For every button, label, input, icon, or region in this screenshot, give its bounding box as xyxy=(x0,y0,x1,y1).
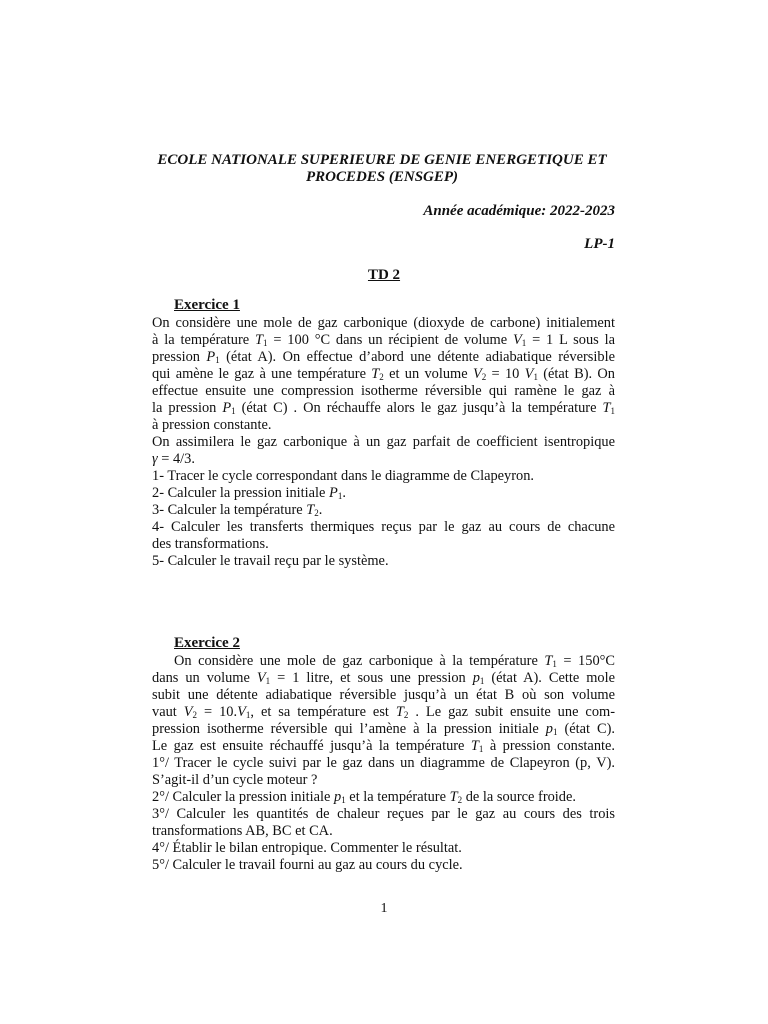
question: 3°/ Calculer les quantités de chaleur reçues par le gaz au cours des trois xyxy=(152,806,615,822)
question: 1°/ Tracer le cycle suivi par le gaz dans un diagramme de Clapeyron (p, V). xyxy=(152,755,615,771)
text-line: Le gaz est ensuite réchauffé jusqu’à la température $T_1$ à pression constante. xyxy=(152,738,615,754)
question: 5- Calculer le travail reçu par le système. xyxy=(152,553,389,569)
text-line: la pression $P_1$ (état C) . On réchauffe alors le gaz jusqu’à la température $T_1$ xyxy=(152,400,615,416)
question: S’agit-il d’un cycle moteur ? xyxy=(152,772,318,788)
text-line: à la température $T_1 = 100$ °C dans un récipient de volume $V_1 = 1$ L sous la xyxy=(152,332,615,348)
question: des transformations. xyxy=(152,536,269,552)
text-line: subit une détente adiabatique réversible jusqu’à un état B où son volume xyxy=(152,687,615,703)
text-line: pression $P_1$ (état A). On effectue d’abord une détente adiabatique réversible xyxy=(152,349,615,365)
question: 1- Tracer le cycle correspondant dans le diagramme de Clapeyron. xyxy=(152,468,535,484)
exercise-2-heading: Exercice 2 xyxy=(174,635,240,651)
academic-year: Année académique: 2022-2023 xyxy=(423,203,615,219)
text-line: On assimilera le gaz carbonique à un gaz parfait de coefficient isentropique xyxy=(152,434,615,450)
exercise-2-body xyxy=(152,653,615,874)
text-line: On considère une mole de gaz carbonique (dioxyde de carbone) initialement xyxy=(152,315,615,331)
text-line: vaut $V_2 = 10.V_1$, et sa température est $T_2$ . Le gaz subit ensuite une com- xyxy=(152,704,615,720)
page-number: 1 xyxy=(380,901,388,916)
exercise-1-heading: Exercice 1 xyxy=(174,297,240,313)
question: 3- Calculer la température $T_2$. xyxy=(152,502,323,518)
text-line: effectue ensuite une compression isotherme réversible qui ramène le gaz à xyxy=(152,383,615,399)
text-line: dans un volume $V_1 = 1$ litre, et sous une pression $p_1$ (état A). Cette mole xyxy=(152,670,615,686)
text-line: On considère une mole de gaz carbonique à la température $T_1 = 150^\circ C$ xyxy=(174,653,615,669)
text-line: à pression constante. xyxy=(152,417,272,433)
question: 4°/ Établir le bilan entropique. Commenter le résultat. xyxy=(152,840,462,856)
question: 5°/ Calculer le travail fourni au gaz au cours du cycle. xyxy=(152,857,463,873)
question: transformations AB, BC et CA. xyxy=(152,823,333,839)
question: 2- Calculer la pression initiale $P_1$. xyxy=(152,485,346,501)
question: 4- Calculer les transferts thermiques reçus par le gaz au cours de chacune xyxy=(152,519,615,535)
course-code: LP-1 xyxy=(584,236,615,252)
text-line: pression isotherme réversible qui l’amène à la pression initiale $p_1$ (état C). xyxy=(152,721,615,737)
td-title: TD 2 xyxy=(367,267,401,283)
question: 2°/ Calculer la pression initiale $p_1$ et la température $T_2$ de la source froide. xyxy=(152,789,576,805)
exercise-1-body xyxy=(152,315,615,570)
text-line: qui amène le gaz à une température $T_2$ et un volume $V_2 = 10$ $V_1$ (état B). On xyxy=(152,366,615,382)
school-title: ECOLE NATIONALE SUPERIEURE DE GENIE ENERGETIQUE ET PROCEDES (ENSGEP) xyxy=(157,152,607,185)
text-line: γ = 4/3. xyxy=(152,451,195,467)
